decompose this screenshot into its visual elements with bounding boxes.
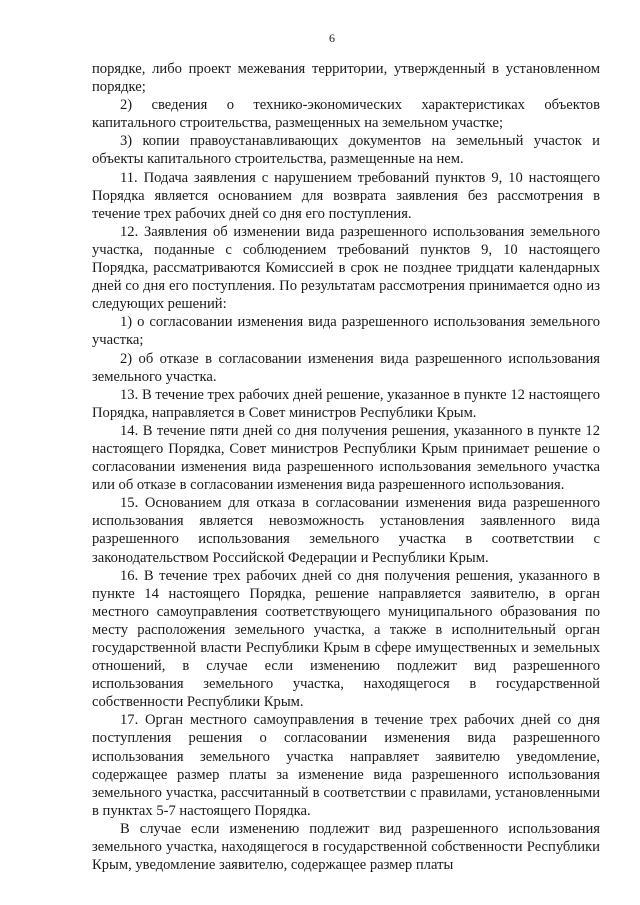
paragraph-12-option-1: 1) о согласовании изменения вида разрешенного использования земельного участка; <box>92 314 600 349</box>
paragraph-item-2-technical-info: 2) сведения о технико-экономических характеристиках объектов капитального строительства, размещенных на земельном участке; <box>92 97 600 132</box>
paragraph-item-3-title-documents: 3) копии правоустанавливающих документов на земельный участок и объекты капитального строительства, размещенные на нем. <box>92 133 600 168</box>
paragraph-12-option-2: 2) об отказе в согласовании изменения вида разрешенного использования земельного участка. <box>92 350 600 385</box>
paragraph-17: 17. Орган местного самоуправления в течение трех рабочих дней со дня поступления решения о согласовании изменения вида разрешенного использования земельного участка направляет заявителю уведомление, содержащее размер платы за изменение вида разрешенного использования земельного участка, рассчитанный в соответствии с правилами, установленными в пунктах 5-7 настоящего Порядка. <box>92 712 600 819</box>
paragraph-14: 14. В течение пяти дней со дня получения решения, указанного в пункте 12 настоящего Порядка, Совет министров Республики Крым принимает решение о согласовании изменения вида разрешенного использования земельного участка или об отказе в согласовании изменения вида разрешенного использования. <box>92 422 600 494</box>
paragraph-16: 16. В течение трех рабочих дней со дня получения решения, указанного в пункте 14 настоящего Порядка, решение направляется заявителю, в орган местного самоуправления соответствующего муниципального образования по месту расположения земельного участка, а также в исполнительный орган государственной власти Республики Крым в сфере имущественных и земельных отношений, в случае если изменению подлежит вид разрешенного использования земельного участка, находящегося в государственной собственности Республики Крым. <box>92 567 600 711</box>
paragraph-continuation: порядке, либо проект межевания территории, утвержденный в установленном порядке; <box>92 61 600 96</box>
paragraph-15: 15. Основанием для отказа в согласовании изменения вида разрешенного использования является невозможность установления заявленного вида разрешенного использования земельного участка в соответствии с законодательством Российской Федерации и Республики Крым. <box>92 495 600 566</box>
document-body <box>92 60 600 874</box>
paragraph-13: 13. В течение трех рабочих дней решение, указанное в пункте 12 настоящего Порядка, направляется в Совет министров Республики Крым. <box>92 386 600 421</box>
paragraph-state-property-case: В случае если изменению подлежит вид разрешенного использования земельного участка, находящегося в государственной собственности Республики Крым, уведомление заявителю, содержащее размер платы <box>92 820 600 874</box>
paragraph-12: 12. Заявления об изменении вида разрешенного использования земельного участка, поданные с соблюдением требований пунктов 9, 10 настоящего Порядка, рассматриваются Комиссией в срок не позднее тридцати календарных дней со дня его поступления. По результатам рассмотрения принимается одно из следующих решений: <box>92 223 600 313</box>
page-number: 6 <box>329 31 335 45</box>
paragraph-11: 11. Подача заявления с нарушением требований пунктов 9, 10 настоящего Порядка является основанием для возврата заявления без рассмотрения в течение трех рабочих дней со дня его поступления. <box>92 169 600 222</box>
